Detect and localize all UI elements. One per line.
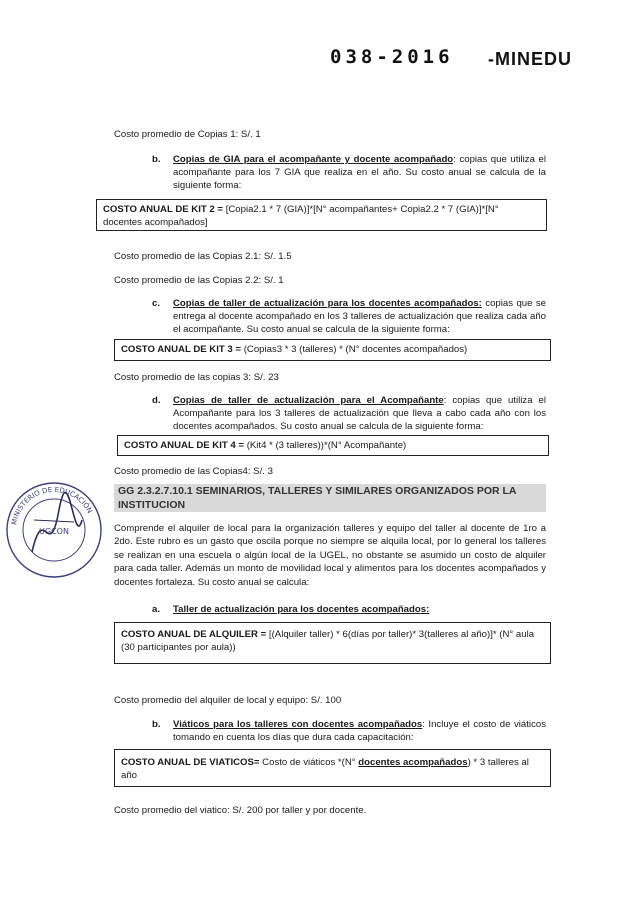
item-a-title: Taller de actualización para los docentes acompañados: (173, 604, 430, 615)
formula-box-kit-4 (117, 435, 549, 456)
item-d-letter: d. (152, 395, 161, 406)
formula-box-kit-2 (96, 199, 547, 231)
formula-label: COSTO ANUAL DE KIT 2 = (103, 204, 224, 215)
cost-line-copias-2-1: Costo promedio de las Copias 2.1: S/. 1.5 (114, 251, 292, 262)
svg-text:UGCON: UGCON (39, 527, 69, 536)
item-d-text: : copias que utiliza el Acompañante para los 3 talleres de actualización que lleva a cabo cada año con los docentes acompañados. Su costo anual se calcula de la siguiente forma: (173, 395, 547, 432)
item-c-letter: c. (152, 298, 161, 309)
item-c-paragraph (173, 297, 546, 336)
item-d-title: Copias de taller de actualización para el Acompañante (173, 395, 444, 406)
formula-label: COSTO ANUAL DE VIATICOS= (121, 757, 260, 768)
item-d-paragraph (173, 394, 546, 433)
cost-line-viatico: Costo promedio del viatico: S/. 200 por taller y por docente. (114, 805, 367, 816)
item-b-paragraph (173, 153, 546, 192)
item-c-text: copias que se entrega al docente acompañado en los 3 talleres de actualización que realiza cada año el acompañante. Su costo anual se calcula de la siguiente forma: (173, 298, 547, 335)
item-b-title: Copias de GIA para el acompañante y docente acompañado (173, 154, 454, 165)
formula-expression: (Copias3 * 3 (talleres) * (N° docentes acompañados) (241, 344, 468, 355)
cost-line-alquiler: Costo promedio del alquiler de local y equipo: S/. 100 (114, 695, 342, 706)
formula-expression-post: ) * 3 talleres al año (121, 757, 529, 781)
item-a-letter: a. (152, 604, 161, 615)
formula-label: COSTO ANUAL DE ALQUILER = (121, 629, 267, 640)
formula-expression: (Kit4 * (3 talleres))*(N° Acompañante) (244, 440, 407, 451)
formula-label: COSTO ANUAL DE KIT 3 = (121, 344, 242, 355)
formula-expression-pre: Costo de viáticos *(N° (259, 757, 359, 768)
formula-box-kit-3 (114, 339, 551, 361)
formula-box-alquiler (114, 622, 551, 664)
document-number: 038-2016 (330, 46, 454, 68)
item-b-text: : copias que utiliza el acompañante para los 7 GIA que realiza en el año. Su costo anual se calcula de la siguiente forma: (173, 154, 547, 191)
item-b2-paragraph (173, 718, 546, 744)
official-stamp-icon (4, 480, 104, 580)
formula-expression: [Copia2.1 * 7 (GIA)]*[N° acompañantes+ Copia2.2 * 7 (GIA)]*[N° docentes acompañados] (103, 204, 499, 228)
cost-line-copias-1: Costo promedio de Copias 1: S/. 1 (114, 129, 261, 140)
item-c-title: Copias de taller de actualización para los docentes acompañados: (173, 298, 482, 309)
svg-text:MINISTERIO DE EDUCACIÓN: MINISTERIO DE EDUCACIÓN (10, 485, 94, 526)
formula-box-viaticos (114, 749, 551, 787)
item-b-letter: b. (152, 154, 161, 165)
section-heading: GG 2.3.2.7.10.1 SEMINARIOS, TALLERES Y SIMILARES ORGANIZADOS POR LA INSTITUCION (114, 484, 546, 512)
document-organization: -MINEDU (488, 49, 572, 69)
item-b2-letter: b. (152, 719, 161, 730)
cost-line-copias-4: Costo promedio de las Copias4: S/. 3 (114, 466, 273, 477)
cost-line-copias-2-2: Costo promedio de las Copias 2.2: S/. 1 (114, 275, 284, 286)
item-b2-text: : Incluye el costo de viáticos tomando en cuenta los días que dura cada capacitación: (173, 719, 546, 743)
section-description: Comprende el alquiler de local para la organización talleres y equipo del taller al docente de 1ro a 2do. Este rubro es un gasto que oscila porque no siempre se alquila local, por lo general los talleres se realizan en una escuela o algún local de la UGEL, no obstante se asumido un costo de alquiler para cada taller. Además un monto de movilidad local y alimentos para los docentes acompañados y docentes fortaleza. Su costo anual se calcula: (114, 523, 546, 588)
formula-label: COSTO ANUAL DE KIT 4 = (124, 440, 245, 451)
item-b2-title: Viáticos para los talleres con docentes acompañados (173, 719, 423, 730)
formula-expression: [(Alquiler taller) * 6(días por taller)* 3(talleres al año)]* (N° aula (30 participantes por aula)) (121, 629, 535, 653)
formula-expression-underlined: docentes acompañados (358, 757, 468, 768)
cost-line-copias-3: Costo promedio de las copias 3: S/. 23 (114, 372, 279, 383)
